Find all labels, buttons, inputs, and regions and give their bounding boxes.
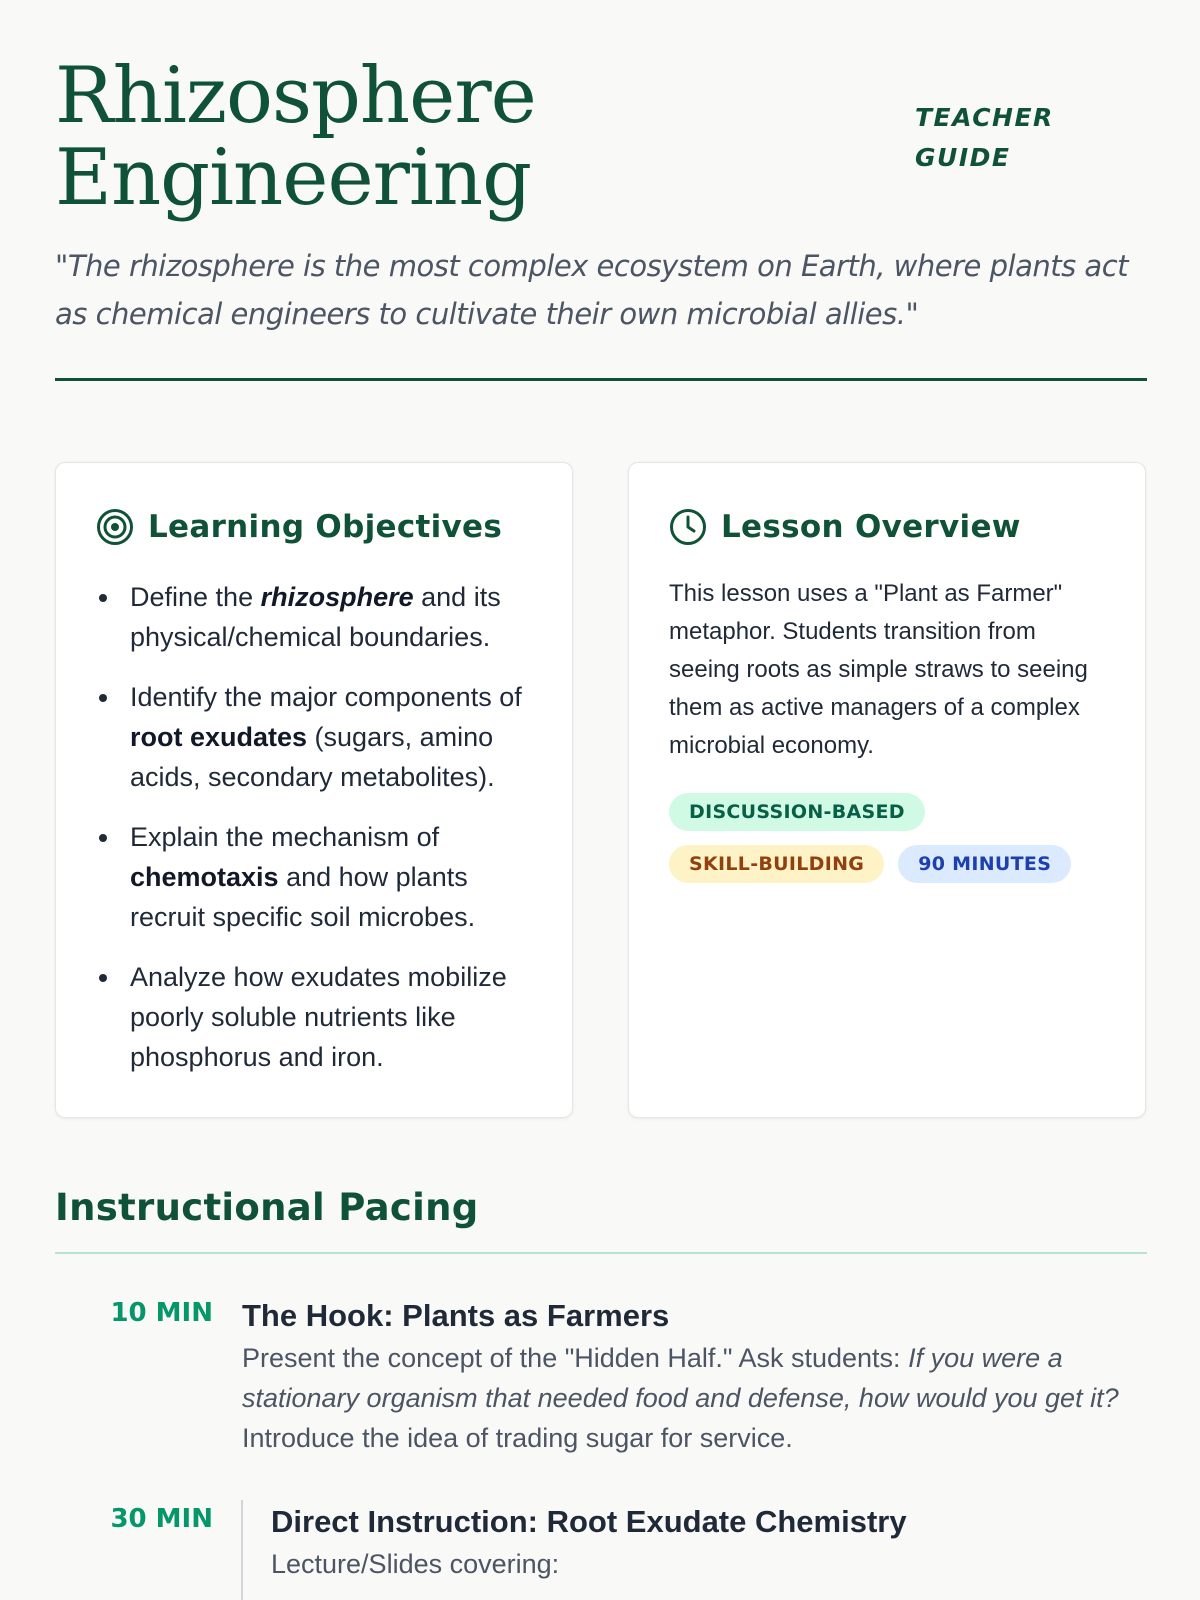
section-title: Instructional Pacing: [55, 1186, 479, 1229]
intro-quote: "The rhizosphere is the most complex ecosystem on Earth, where plants act as chemical engineers to cultivate their own microbial allies.": [55, 249, 1129, 331]
key-term: root exudates: [130, 722, 308, 752]
list-item: Define the rhizosphere and its physical/chemical boundaries.: [96, 577, 546, 657]
pacing-content: [241, 1500, 1141, 1600]
pacing-duration: 30 MIN: [110, 1504, 213, 1534]
card-title: Learning Objectives: [148, 509, 503, 545]
doc-type-line-1: TEACHER: [915, 103, 1054, 132]
pacing-title: Direct Instruction: Root Exudate Chemistry: [271, 1504, 907, 1539]
key-term: rhizosphere: [260, 582, 414, 612]
tag-discussion-based: DISCUSSION-BASED: [669, 793, 925, 831]
lesson-overview-card: [628, 462, 1146, 1118]
document-type-label: [915, 98, 1095, 178]
page-title: [55, 51, 755, 223]
list-item: Explain the mechanism of chemotaxis and how plants recruit specific soil microbes.: [96, 817, 546, 937]
tag-skill-building: SKILL-BUILDING: [669, 845, 884, 883]
teacher-guide-page: [55, 0, 1147, 1600]
section-divider: [55, 1252, 1147, 1254]
list-item: Analyze how exudates mobilize poorly soluble nutrients like phosphorus and iron.: [96, 957, 546, 1077]
card-title: Lesson Overview: [721, 509, 1021, 545]
card-header: [96, 505, 502, 549]
doc-type-line-2: GUIDE: [915, 143, 1011, 172]
tag-duration: 90 MINUTES: [898, 845, 1071, 883]
target-icon: [96, 508, 134, 546]
list-item: Identify the major components of root exudates (sugars, amino acids, secondary metabolites).: [96, 677, 546, 797]
key-term: chemotaxis: [130, 862, 279, 892]
objectives-list: [96, 577, 546, 1097]
pacing-description: Lecture/Slides covering:: [271, 1549, 560, 1579]
header-divider: [55, 378, 1147, 381]
tag-list: [669, 793, 1109, 883]
pacing-duration: 10 MIN: [110, 1298, 213, 1328]
pacing-description: Present the concept of the "Hidden Half." Ask students: If you were a stationary organism that needed food and defense, how would you get it? Introduce the idea of trading sugar for service.: [242, 1343, 1119, 1453]
learning-objectives-card: [55, 462, 573, 1118]
card-header: [669, 505, 1021, 549]
overview-text: This lesson uses a "Plant as Farmer" metaphor. Students transition from seeing roots as simple straws to seeing them as active managers of a complex microbial economy.: [669, 580, 1088, 759]
clock-icon: [669, 508, 707, 546]
title-line-2: Engineering: [55, 133, 532, 223]
title-line-1: Rhizosphere: [55, 51, 536, 141]
pacing-content: [242, 1294, 1142, 1458]
pacing-title: The Hook: Plants as Farmers: [242, 1298, 670, 1333]
